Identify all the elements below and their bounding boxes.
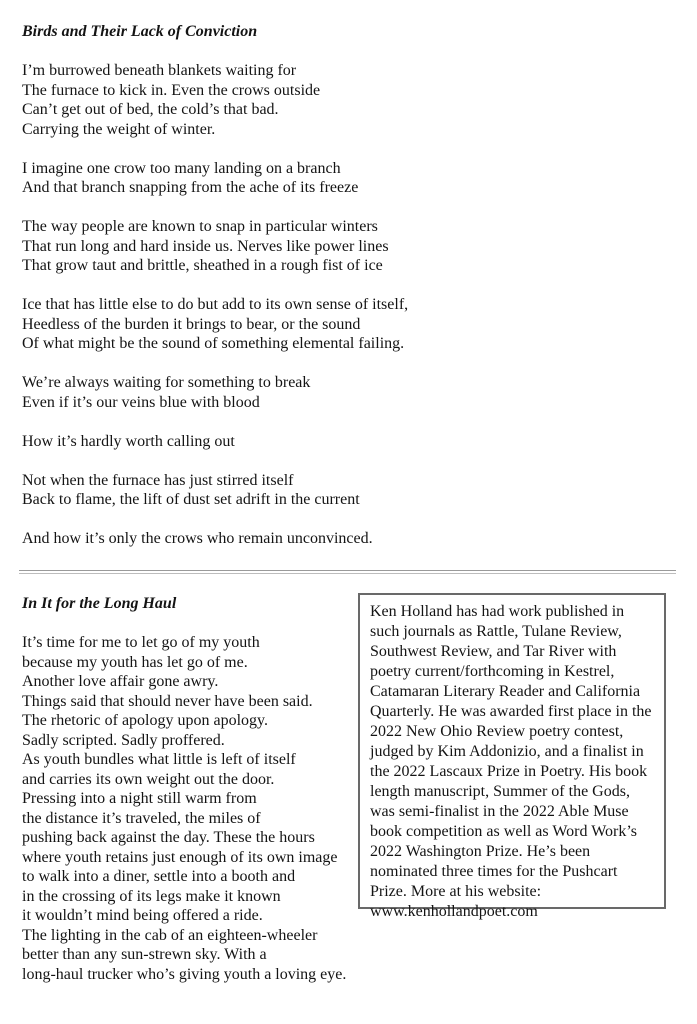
author-bio-text: Ken Holland has had work published in such journals as Rattle, Tulane Review, Southwest Review, and Tar River with poetry current/forthcoming in Kestrel, Catamaran Literary Reader and California Quarterly. He was awarded first place in the 2022 New Ohio Review poetry contest, judged by Kim Addonizio, and a finalist in the 2022 Lascaux Prize in Poetry. His book length manuscript, Summer of the Gods, was semi-finalist in the 2022 Able Muse book competition as well as Word Work’s 2022 Washington Prize. He’s been nominated three times for the Pushcart Prize. More at his website: www.kenhollandpoet.com — [370, 603, 652, 920]
poem-line: in the crossing of its legs make it known — [22, 887, 281, 905]
poem-line: Heedless of the burden it brings to bear, or the sound — [22, 315, 361, 333]
poem-title-birds: Birds and Their Lack of Conviction — [22, 23, 258, 40]
poem-stanza — [22, 529, 408, 549]
poem-line: I’m burrowed beneath blankets waiting for — [22, 62, 297, 79]
poem-birds-section — [22, 22, 408, 568]
poem-birds-body — [22, 61, 408, 549]
section-divider-rule — [19, 570, 676, 574]
poem-line: The furnace to kick in. Even the crows outside — [22, 81, 321, 99]
poem-line: the distance it’s traveled, the miles of — [22, 809, 261, 827]
poem-line: better than any sun-strewn sky. With a — [22, 946, 267, 963]
poem-line: Things said that should never have been said. — [22, 692, 313, 710]
poem-line: The way people are known to snap in particular winters — [22, 218, 378, 235]
poem-line: As youth bundles what little is left of itself — [22, 751, 296, 768]
poem-line: Pressing into a night still warm from — [22, 790, 257, 807]
poem-stanza — [22, 217, 408, 276]
poem-line: The lighting in the cab of an eighteen-wheeler — [22, 926, 318, 944]
poem-line: How it’s hardly worth calling out — [22, 432, 235, 450]
poem-stanza — [22, 61, 408, 139]
poem-line: Even if it’s our veins blue with blood — [22, 393, 260, 411]
poem-long-haul-body — [22, 633, 346, 984]
poem-long-haul-section — [22, 594, 346, 984]
poem-line: Ice that has little else to do but add to its own sense of itself, — [22, 296, 409, 313]
poem-line: And how it’s only the crows who remain unconvinced. — [22, 530, 373, 547]
poem-line: We’re always waiting for something to break — [22, 374, 311, 391]
poem-line: because my youth has let go of me. — [22, 653, 248, 671]
poem-line: and carries its own weight out the door. — [22, 770, 275, 788]
poem-line: long-haul trucker who’s giving youth a loving eye. — [22, 965, 347, 983]
poem-line: to walk into a diner, settle into a booth and — [22, 868, 296, 885]
poem-line: Can’t get out of bed, the cold’s that bad. — [22, 101, 279, 118]
poem-line: That run long and hard inside us. Nerves like power lines — [22, 237, 389, 255]
poem-line: That grow taut and brittle, sheathed in a rough fist of ice — [22, 257, 383, 274]
poem-line: Carrying the weight of winter. — [22, 120, 216, 138]
poem-stanza — [22, 432, 408, 452]
poem-line: Sadly scripted. Sadly proffered. — [22, 731, 225, 749]
poem-line: where youth retains just enough of its own image — [22, 848, 338, 866]
poem-stanza — [22, 295, 408, 354]
poem-line: It’s time for me to let go of my youth — [22, 634, 260, 651]
poem-line: Not when the furnace has just stirred itself — [22, 471, 294, 489]
poem-stanza — [22, 471, 408, 510]
poem-line: I imagine one crow too many landing on a branch — [22, 159, 341, 177]
poem-title-long-haul: In It for the Long Haul — [22, 595, 177, 612]
poem-stanza — [22, 159, 408, 198]
poem-line: pushing back against the day. These the hours — [22, 829, 315, 846]
poem-stanza — [22, 373, 408, 412]
poem-line: The rhetoric of apology upon apology. — [22, 712, 269, 729]
poem-line: Back to flame, the lift of dust set adrift in the current — [22, 491, 360, 508]
poem-line: And that branch snapping from the ache of its freeze — [22, 179, 359, 196]
poem-line: Of what might be the sound of something elemental failing. — [22, 335, 405, 352]
author-bio-box — [358, 593, 666, 920]
poem-line: it wouldn’t mind being offered a ride. — [22, 907, 263, 924]
poem-line: Another love affair gone awry. — [22, 673, 219, 690]
